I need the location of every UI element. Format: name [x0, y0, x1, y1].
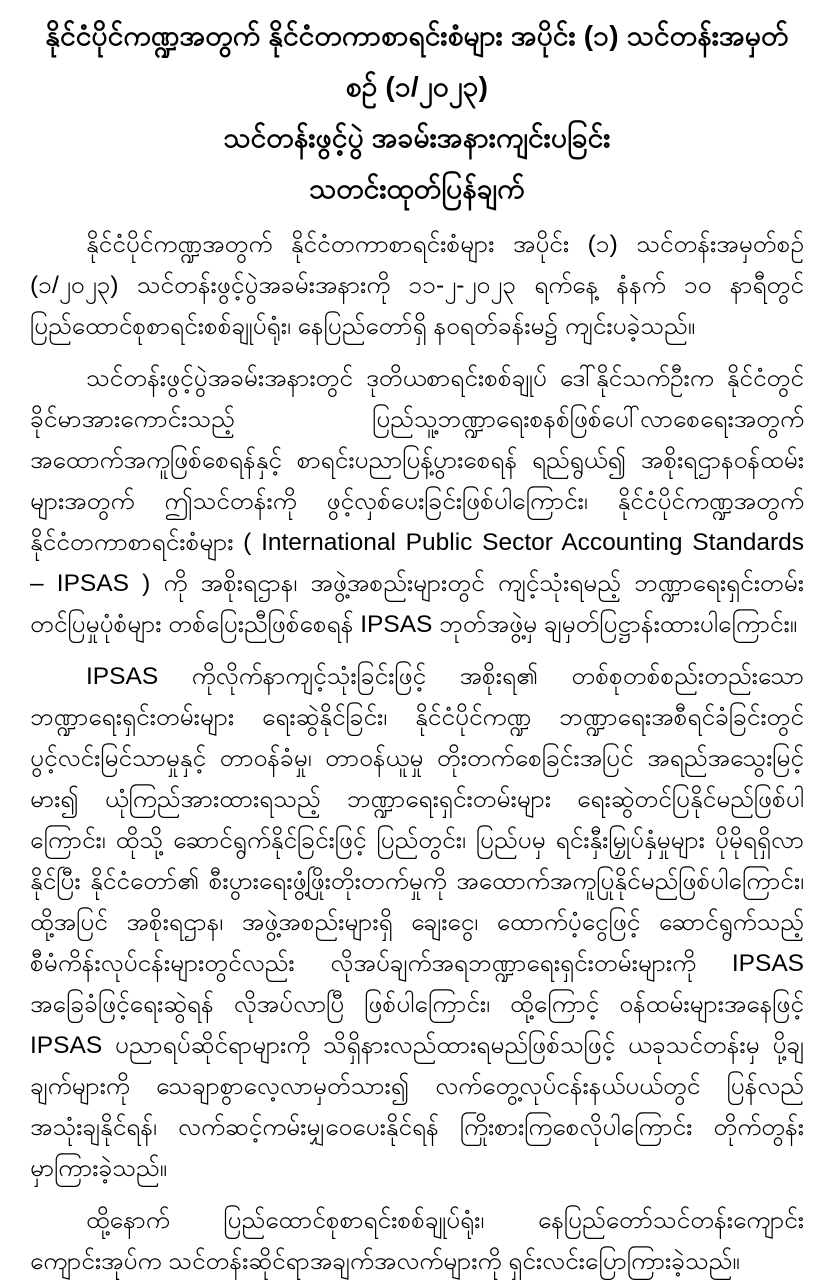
document-title-block — [30, 10, 804, 214]
document-body — [30, 224, 804, 1282]
document-title-line-1: နိုင်ငံပိုင်ကဏ္ဍအတွက် နိုင်ငံတကာစာရင်းစံများ အပိုင်း (၁) သင်တန်းအမှတ်စဉ် (၁/၂၀၂၃) — [45, 20, 789, 102]
document-title-line-2: သင်တန်းဖွင့်ပွဲ အခမ်းအနားကျင်းပခြင်း — [223, 122, 611, 153]
paragraph-1: နိုင်ငံပိုင်ကဏ္ဍအတွက် နိုင်ငံတကာစာရင်းစံများ အပိုင်း (၁) သင်တန်းအမှတ်စဉ် (၁/၂၀၂၃) သင်တန်းဖွင့်ပွဲအခမ်းအနားကို ၁၁-၂-၂၀၂၃ ရက်နေ့ နံနက် ၁၀ နာရီတွင် ပြည်ထောင်စုစာရင်းစစ်ချုပ်ရုံး၊ နေပြည်တော်ရှိ နဝရတ်ခန်းမ၌ ကျင်းပခဲ့သည်။ — [30, 231, 804, 340]
press-release-heading: သတင်းထုတ်ပြန်ချက် — [309, 173, 525, 204]
paragraph-3: IPSAS ကိုလိုက်နာကျင့်သုံးခြင်းဖြင့် အစိုးရ၏ တစ်စုတစ်စည်းတည်းသော ဘဏ္ဍာရေးရှင်းတမ်းများ ရေးဆွဲနိုင်ခြင်း၊ နိုင်ငံပိုင်ကဏ္ဍ ဘဏ္ဍာရေးအစီရင်ခံခြင်းတွင် ပွင့်လင်းမြင်သာမှုနှင့် တာဝန်ခံမှု၊ တာဝန်ယူမှု တိုးတက်စေခြင်းအပြင် အရည်အသွေးမြင့်မား၍ ယုံကြည်အားထားရသည့် ဘဏ္ဍာရေးရှင်းတမ်းများ ရေးဆွဲတင်ပြနိုင်မည်ဖြစ်ပါကြောင်း၊ ထိုသို့ ဆောင်ရွက်နိုင်ခြင်းဖြင့် ပြည်တွင်း၊ ပြည်ပမှ ရင်းနှီးမြှုပ်နှံမှုများ ပိုမိုရရှိလာနိုင်ပြီး နိုင်ငံတော်၏ စီးပွားရေးဖွံ့ဖြိုးတိုးတက်မှုကို အထောက်အကူပြုနိုင်မည်ဖြစ်ပါကြောင်း၊ ထို့အပြင် အစိုးရဌာန၊ အဖွဲ့အစည်းများရှိ ချေးငွေ၊ ထောက်ပံ့ငွေဖြင့် ဆောင်ရွက်သည့် စီမံကိန်းလုပ်ငန်းများတွင်လည်း လိုအပ်ချက်အရဘဏ္ဍာရေးရှင်းတမ်းများကို IPSAS အခြေခံဖြင့်ရေးဆွဲရန် လိုအပ်လာပြီ ဖြစ်ပါကြောင်း၊ ထို့ကြောင့် ဝန်ထမ်းများအနေဖြင့် IPSAS ပညာရပ်ဆိုင်ရာများကို သိရှိနားလည်ထားရမည်ဖြစ်သဖြင့် ယခုသင်တန်းမှ ပို့ချချက်များကို သေချာစွာလေ့လာမှတ်သား၍ လက်တွေ့လုပ်ငန်းနယ်ပယ်တွင် ပြန်လည်အသုံးချနိုင်ရန်၊ လက်ဆင့်ကမ်းမျှဝေပေးနိုင်ရန် ကြိုးစားကြစေလိုပါကြောင်း တိုက်တွန်းမှာကြားခဲ့သည်။ — [30, 663, 804, 1182]
paragraph-2: သင်တန်းဖွင့်ပွဲအခမ်းအနားတွင် ဒုတိယစာရင်းစစ်ချုပ် ဒေါ်နိုင်သက်ဦးက နိုင်ငံတွင် ခိုင်မာအားကောင်းသည့် ပြည်သူ့ဘဏ္ဍာရေးစနစ်ဖြစ်ပေါ်လာစေရေးအတွက် အထောက်အကူဖြစ်စေရန်နှင့် စာရင်းပညာပြန့်ပွားစေရန် ရည်ရွယ်၍ အစိုးရဌာနဝန်ထမ်းများအတွက် ဤသင်တန်းကို ဖွင့်လှစ်ပေးခြင်းဖြစ်ပါကြောင်း၊ နိုင်ငံပိုင်ကဏ္ဍအတွက် နိုင်ငံတကာစာရင်းစံများ ( International Public Sector Accounting Standards – IPSAS ) ကို အစိုးရဌာန၊ အဖွဲ့အစည်းများတွင် ကျင့်သုံးရမည့် ဘဏ္ဍာရေးရှင်းတမ်းတင်ပြမှုပုံစံများ တစ်ပြေးညီဖြစ်စေရန် IPSAS ဘုတ်အဖွဲ့မှ ချမှတ်ပြဋ္ဌာန်းထားပါကြောင်း။ — [30, 365, 804, 638]
paragraph-4: ထို့နောက် ပြည်ထောင်စုစာရင်းစစ်ချုပ်ရုံး၊ နေပြည်တော်သင်တန်းကျောင်း ကျောင်းအုပ်က သင်တန်းဆိုင်ရာအချက်အလက်များကို ရှင်းလင်းပြောကြားခဲ့သည်။ — [30, 1207, 804, 1275]
